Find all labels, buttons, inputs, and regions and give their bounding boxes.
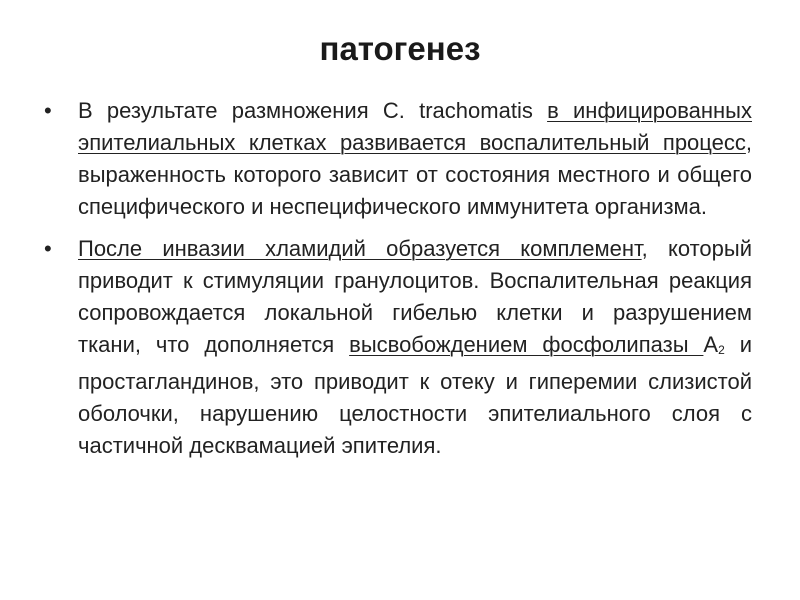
underlined-text-segment: в инфицированных эпителиальных клетках развивается воспалительный процесс xyxy=(78,98,752,155)
text-segment: В результате размножения C. trachomatis xyxy=(78,98,548,123)
text-segment: А xyxy=(703,332,719,357)
bullet-item-1 xyxy=(40,95,752,223)
subscript-segment: 2 xyxy=(718,343,725,357)
bullet-item-2 xyxy=(40,233,752,462)
text-segment: и простагландинов, это приводит к отеку и гиперемии слизистой оболочки, нарушению целостности эпителиального слоя с частичной десквамацией эпителия. xyxy=(78,332,752,458)
bullet-dot-icon: • xyxy=(44,98,52,123)
bullet-text-2 xyxy=(78,233,752,462)
bullet-dot-icon: • xyxy=(44,236,52,261)
underlined-text-segment: После инвазии хламидий образуется комплемент xyxy=(78,236,642,261)
underlined-text-segment: высвобождением фосфолипазы xyxy=(349,332,704,357)
slide-title: патогенез xyxy=(319,30,481,67)
bullet-text-1 xyxy=(78,95,752,223)
text-segment: , выраженность которого зависит от состояния местного и общего специфического и неспецифического иммунитета организма. xyxy=(78,130,752,219)
bullet-list xyxy=(40,95,752,472)
text-segment: , который приводит к стимуляции гранулоцитов. Воспалительная реакция сопровождается локальной гибелью клетки и разрушением ткани, что дополняется xyxy=(78,236,752,357)
